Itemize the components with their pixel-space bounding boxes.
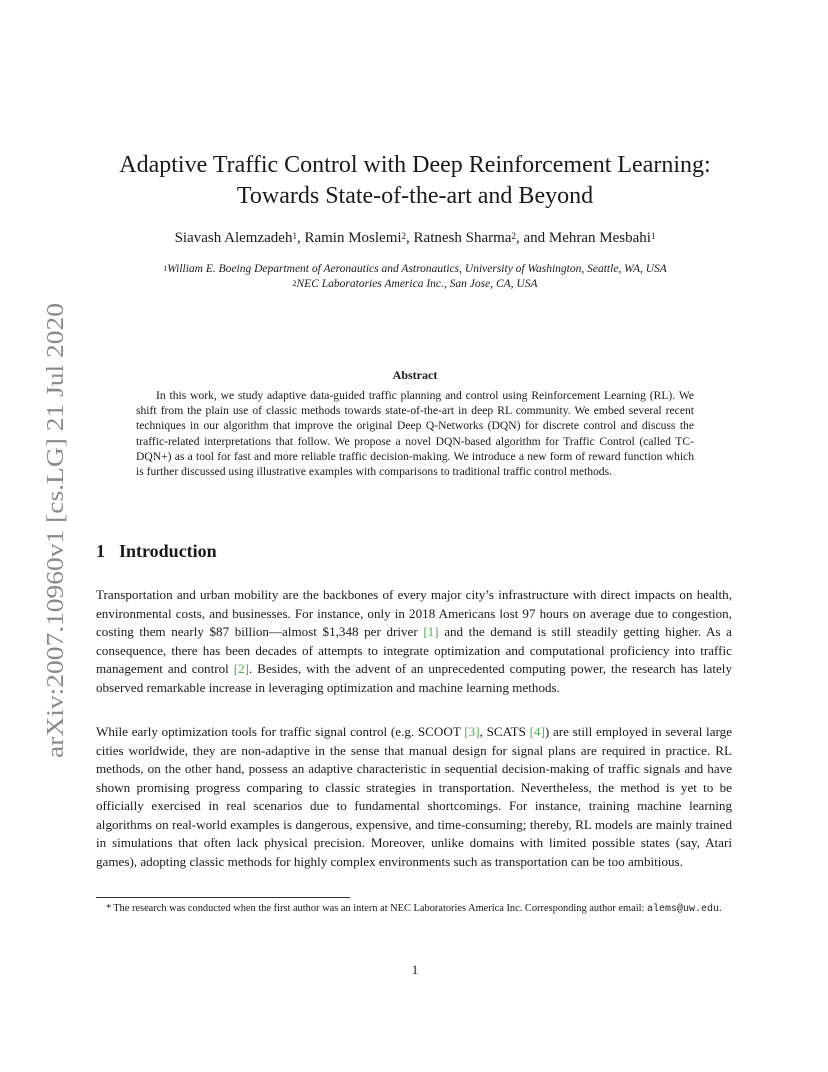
footnote <box>96 901 732 917</box>
affiliation-line <box>95 262 735 277</box>
author-affiliation-mark: 1 <box>650 231 656 241</box>
footnote-text: The research was conducted when the first author was an intern at NEC Laboratories America Inc. Corresponding author email: <box>113 903 647 914</box>
citation-link[interactable]: [4] <box>529 724 545 739</box>
affiliation-text: William E. Boeing Department of Aeronautics and Astronautics, University of Washington, Seattle, WA, USA <box>167 263 667 275</box>
citation-link[interactable]: [2] <box>233 661 250 676</box>
page-number: 1 <box>411 962 419 977</box>
citation-link[interactable]: [1] <box>423 624 439 639</box>
intro-paragraph-2 <box>96 723 732 871</box>
affiliation-line <box>95 277 735 292</box>
footnote-mark: * <box>106 903 112 914</box>
author-name: Siavash Alemzadeh <box>174 230 293 246</box>
section-title: Introduction <box>119 541 217 561</box>
author-affiliation-mark: 1 <box>292 231 297 241</box>
paragraph-text: While early optimization tools for traffic signal control (e.g. SCOOT <box>96 724 465 739</box>
title-line-1: Adaptive Traffic Control with Deep Reinforcement Learning: <box>119 152 711 178</box>
author-separator: , <box>296 230 305 246</box>
affiliation-text: NEC Laboratories America Inc., San Jose, CA, USA <box>296 278 538 290</box>
arxiv-side-stamp <box>20 300 80 760</box>
author-separator: , <box>406 230 414 246</box>
author-affiliation-mark: 2 <box>401 231 407 241</box>
section-heading <box>96 541 217 562</box>
intro-paragraph-1 <box>96 586 732 697</box>
paragraph-text: and the demand is still steadily getting higher. As a consequence, there has been decades of attempts to integrate optimization and computational proficiency into traffic management and control <box>96 624 732 676</box>
paper-title <box>95 150 735 212</box>
affiliation-mark: 1 <box>163 264 168 273</box>
citation-link[interactable]: [3] <box>464 724 480 739</box>
author-name: Mehran Mesbahi <box>548 230 651 246</box>
author-name: Ratnesh Sharma <box>413 230 512 246</box>
section-number: 1 <box>96 541 105 561</box>
paragraph-text: Transportation and urban mobility are the backbones of every major city’s infrastructure with direct impacts on health, environmental costs, and businesses. For instance, only in 2018 Americans lost 97 hours on average due to congestion, costing them nearly $87 billion—almost $1,348 per driver <box>96 587 732 639</box>
footnote-divider <box>96 897 350 898</box>
paragraph-text: . Besides, with the advent of an unprecedented computing power, the research has lately observed remarkable increase in leveraging optimization and machine learning methods. <box>96 661 732 695</box>
author-name: Ramin Moslemi <box>304 230 402 246</box>
author-affiliation-mark: 2 <box>511 231 516 241</box>
author-list <box>95 228 735 248</box>
abstract-heading: Abstract <box>392 368 438 382</box>
paragraph-text: ) are still employed in several large cities worldwide, they are non-adaptive in the sense that manual design for signal plans are required in practice. RL methods, on the other hand, possess an adaptive characteristic in sequential decision-making of traffic signals and have shown promising progress comparing to classic strategies in transportation. Nevertheless, the method is yet to be officially exercised in real scenarios due to fundamental shortcomings. For instance, training machine learning algorithms on real-world examples is dangerous, expensive, and time-consuming; thereby, RL models are mainly trained in simulations that often lack physical precision. Moreover, unlike domains with limited possible states (say, Atari games), adopting classic methods for highly complex environments such as transportation can be too ambitious. <box>96 724 732 869</box>
footnote-end: . <box>719 903 722 914</box>
title-line-2: Towards State-of-the-art and Beyond <box>236 183 594 209</box>
corresponding-email[interactable]: alems@uw.edu <box>646 904 719 915</box>
affiliation-mark: 2 <box>292 279 297 288</box>
affiliation-list <box>95 262 735 292</box>
paragraph-text: , SCATS <box>479 724 530 739</box>
arxiv-identifier-text: arXiv:2007.10960v1 [cs.LG] 21 Jul 2020 <box>43 360 69 758</box>
abstract-text: In this work, we study adaptive data-guided traffic planning and control using Reinforcement Learning (RL). We shift from the plain use of classic methods towards state-of-the-art in deep RL community. We embed several recent techniques in our algorithm that improve the original Deep Q-Networks (DQN) for discrete control and discuss the traffic-related interpretations that follow. We propose a novel DQN-based algorithm for Traffic Control (called TC-DQN+) as a tool for fast and more reliable traffic decision-making. We introduce a new form of reward function which is further discussed using illustrative examples with comparisons to traditional traffic control methods. <box>136 389 694 479</box>
author-separator: , and <box>515 230 549 246</box>
